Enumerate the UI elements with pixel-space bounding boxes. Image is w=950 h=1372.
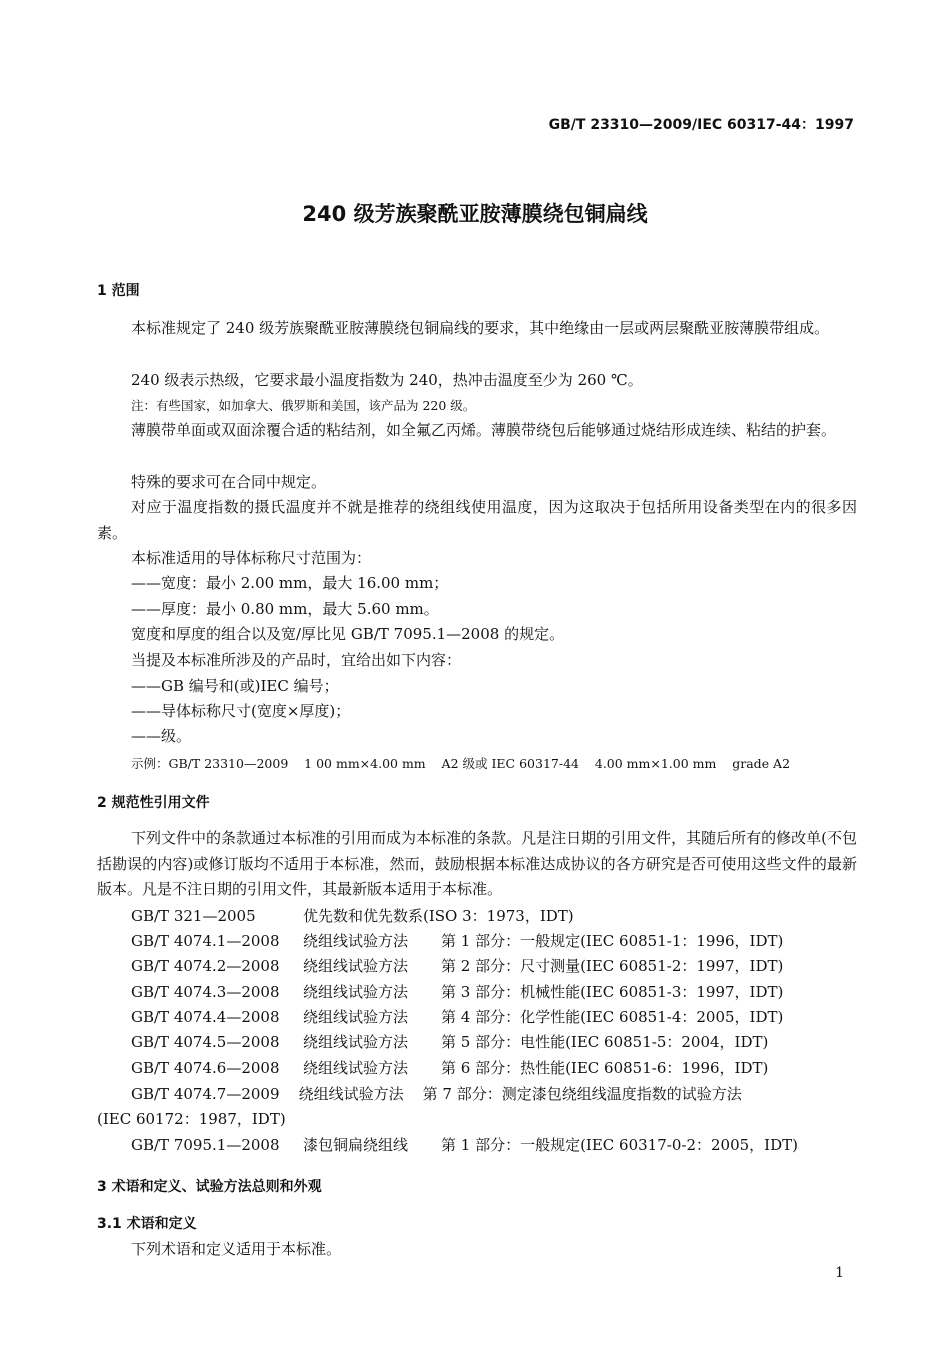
reference-title: 绕组线试验方法 — [303, 957, 409, 975]
page-number: 1 — [835, 1265, 844, 1281]
reference-title: 绕组线试验方法 — [303, 1008, 409, 1026]
reference-code: GB/T 4074.4—2008 — [131, 1008, 280, 1026]
section-3-1-para: 下列术语和定义适用于本标准。 — [131, 1240, 342, 1258]
reference-part: 第 5 部分：电性能(IEC 60851-5：2004，IDT) — [441, 1033, 769, 1051]
reference-item — [131, 1057, 768, 1079]
reference-code: GB/T 4074.3—2008 — [131, 983, 280, 1001]
reference-title: 绕组线试验方法 — [303, 1059, 409, 1077]
reference-item — [131, 955, 783, 977]
reference-code: GB/T 4074.6—2008 — [131, 1059, 280, 1077]
section-1-note: 注：有些国家，如加拿大、俄罗斯和美国，该产品为 220 级。 — [131, 398, 476, 413]
reference-title: 绕组线试验方法 — [303, 932, 409, 950]
reference-item — [131, 905, 574, 927]
section-1-para-7: 宽度和厚度的组合以及宽/厚比见 GB/T 7095.1—2008 的规定。 — [131, 625, 565, 643]
document-title: 240 级芳族聚酰亚胺薄膜绕包铜扁线 — [302, 202, 648, 226]
reference-title: 优先数和优先数系(ISO 3：1973，IDT) — [303, 907, 574, 925]
standard-number-header: GB/T 23310—2009/IEC 60317-44：1997 — [548, 117, 854, 133]
section-1-para-5: 对应于温度指数的摄氏温度并不就是推荐的绕组线使用温度，因为这取决于包括所用设备类型在内的很多因素。 — [97, 498, 857, 542]
section-1-para-2: 240 级表示热级，它要求最小温度指数为 240，热冲击温度至少为 260 ℃。 — [131, 371, 643, 389]
section-3-1-heading: 3.1 术语和定义 — [97, 1216, 197, 1232]
reference-code: GB/T 7095.1—2008 — [131, 1136, 280, 1154]
section-1-para-6: 本标准适用的导体标称尺寸范围为： — [131, 549, 372, 567]
reference-title: 漆包铜扁绕组线 — [303, 1136, 409, 1154]
section-1-para-4: 特殊的要求可在合同中规定。 — [131, 473, 327, 491]
reference-part: 第 3 部分：机械性能(IEC 60851-3：1997，IDT) — [441, 983, 784, 1001]
reference-item — [131, 1134, 798, 1156]
section-1-para-3: 薄膜带单面或双面涂覆合适的粘结剂，如全氟乙丙烯。薄膜带绕包后能够通过烧结形成连续、粘结的护套。 — [131, 421, 837, 439]
reference-title: 绕组线试验方法 — [303, 983, 409, 1001]
section-1-heading: 1 范围 — [97, 283, 140, 299]
reference-7-line-2: (IEC 60172：1987，IDT) — [97, 1110, 286, 1128]
reference-item — [131, 1006, 783, 1028]
reference-item — [131, 981, 783, 1003]
section-1-dash-1: ——宽度：最小 2.00 mm，最大 16.00 mm； — [131, 574, 449, 592]
reference-code: GB/T 4074.5—2008 — [131, 1033, 280, 1051]
reference-part: 第 4 部分：化学性能(IEC 60851-4：2005，IDT) — [441, 1008, 784, 1026]
reference-part: 第 2 部分：尺寸测量(IEC 60851-2：1997，IDT) — [441, 957, 784, 975]
reference-title: 绕组线试验方法 — [303, 1033, 409, 1051]
section-1-dash-4: ——导体标称尺寸(宽度×厚度)； — [131, 702, 351, 720]
reference-7-line-1: GB/T 4074.7—2009 绕组线试验方法 第 7 部分：测定漆包绕组线温度指数的试验方法 — [131, 1085, 742, 1103]
reference-code: GB/T 321—2005 — [131, 907, 256, 925]
reference-part: 第 1 部分：一般规定(IEC 60851-1：1996，IDT) — [441, 932, 784, 950]
section-2-intro: 下列文件中的条款通过本标准的引用而成为本标准的条款。凡是注日期的引用文件，其随后所有的修改单(不包括勘误的内容)或修订版均不适用于本标准，然而，鼓励根据本标准达成协议的各方研究是否可使用这些文件的最新版本。凡是不注日期的引用文件，其最新版本适用于本标准。 — [97, 829, 857, 898]
section-1-dash-3: ——GB 编号和(或)IEC 编号； — [131, 677, 339, 695]
section-1-dash-5: ——级。 — [131, 727, 192, 745]
section-1-para-8: 当提及本标准所涉及的产品时，宜给出如下内容： — [131, 651, 462, 669]
reference-part: 第 6 部分：热性能(IEC 60851-6：1996，IDT) — [441, 1059, 769, 1077]
reference-code: GB/T 4074.1—2008 — [131, 932, 280, 950]
reference-code: GB/T 4074.2—2008 — [131, 957, 280, 975]
section-2-heading: 2 规范性引用文件 — [97, 795, 210, 811]
section-1-para-1: 本标准规定了 240 级芳族聚酰亚胺薄膜绕包铜扁线的要求，其中绝缘由一层或两层聚酰亚胺薄膜带组成。 — [131, 319, 830, 337]
section-1-dash-2: ——厚度：最小 0.80 mm，最大 5.60 mm。 — [131, 600, 439, 618]
section-1-example: 示例：GB/T 23310—2009 1 00 mm×4.00 mm A2 级或 IEC 60317-44 4.00 mm×1.00 mm grade A2 — [131, 756, 791, 771]
section-3-heading: 3 术语和定义、试验方法总则和外观 — [97, 1179, 322, 1195]
reference-part: 第 1 部分：一般规定(IEC 60317-0-2：2005，IDT) — [441, 1136, 798, 1154]
reference-item — [131, 930, 783, 952]
reference-item — [131, 1031, 768, 1053]
